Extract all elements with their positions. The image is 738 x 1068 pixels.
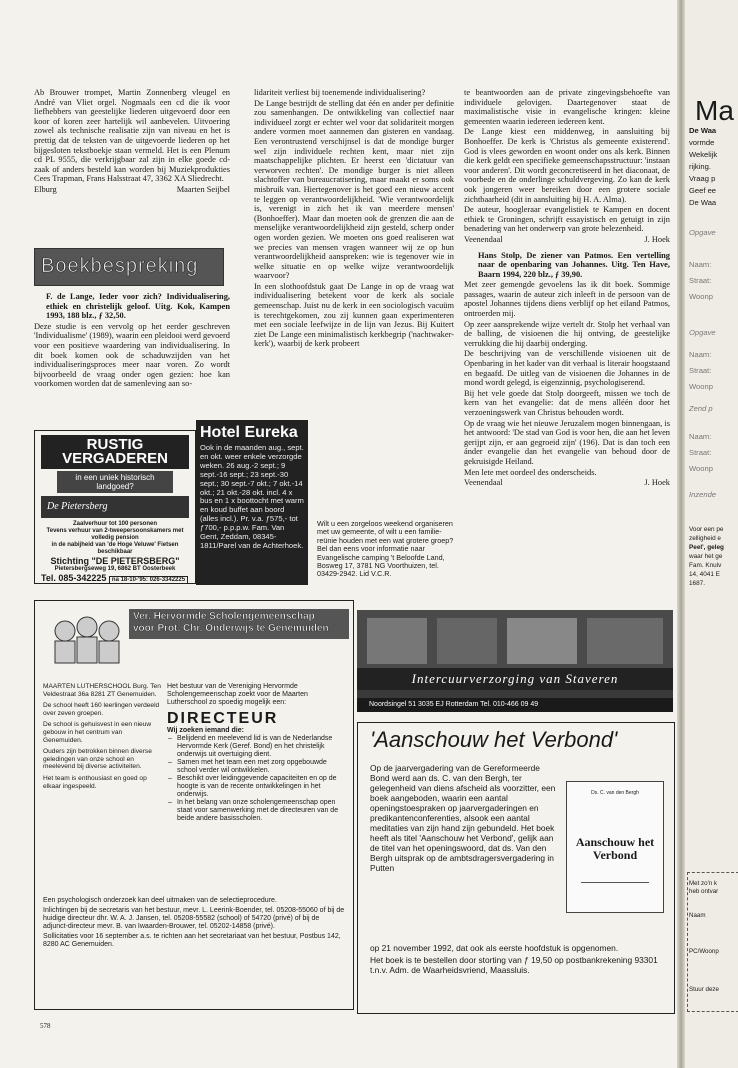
storefront-photo: [357, 610, 673, 670]
signature: Veenendaal J. Hoek: [464, 234, 670, 244]
ad-body: Ook in de maanden aug., sept. en okt. weer enkele verzorgde weken. 26 aug.-2 sept.; 9 sept.-16 sept.; 23 sept.-30 sept.; 30 sept.-7 okt.; 7 okt.-14 okt.; 21 okt.-28 okt. incl. 4 x bus en 1 x boottocht met warm en koud buffet aan boord (alles incl.). Pr. v.a. ƒ575,- tot ƒ700,- p.p.p.w. Fam. Van Gent, Zeddam, 08345-1811/Parel van de Achterhoek.: [200, 443, 304, 550]
paragraph: De Lange kiest een middenweg, in aansluiting bij Bonhoeffer. De kerk is 'Christus als gemeente existerend'. God is vlees geworden en woont onder ons als kerk. Binnen die kerk geldt een specifieke gemeenschapsstructuur: 'instaan voor anderen'. Dit wordt geconcretiseerd in het diaconaat, de voorbede en de onderlinge schuldvergeving. Zo kan de kerk ook jongeren weer bereiken door een grotere sociale zichtbaarheid (dit in aansluiting bij H. A. Alma).: [464, 127, 670, 204]
pietersberg-logo: De Pietersberg: [41, 496, 189, 518]
aanschouw-het-verbond-ad: [357, 722, 675, 1014]
signature: Elburg Maarten Seijbel: [34, 184, 230, 194]
ad-body: Wilt u een zorgeloos weekend organiseren met uw gemeente, of wilt u een familie-reünie houden met een wat grotere groep? Bel dan eens voor informatie naar Evangelische camping 't Beloofde Land, Bosweg 17, 3781 NG Voorthuizen, tel. 03429-2942. Lid V.C.R.: [317, 519, 454, 579]
paragraph: Deze studie is een vervolg op het eerder geschreven 'Individualisme' (1989), waarin een pleidooi werd gevoerd voor een positieve waardering van individualisering. In dit boek komen ook de schaduwzijden van het individualiseringsproces meer naar voren. Zo wordt bijvoorbeeld de vraag onder ogen gezien: hoe kan voorkomen worden dat de samenleving aan so-: [34, 321, 230, 389]
paragraph: te beantwoorden aan de private zingevingsbehoefte van individuele gelovigen. Daartegenover staat de maximalistische visie in evangelische kringen: kleine gemeenten waarin iedereen iedereen kent.: [464, 88, 670, 126]
paragraph: De beschrijving van de verschillende visioenen uit de Openbaring in het kader van dit verhaal is literair hoogstaand en begaafd. De uitleg van de visioenen die Johannes in de mond wordt gelegd, is eigenzinnig, psychologiserend.: [464, 349, 670, 388]
hotel-eureka-ad: [196, 420, 308, 585]
ad-headline: RUSTIG VERGADEREN: [41, 435, 189, 469]
paragraph: Op de vraag wie het nieuwe Jeruzalem mogen binnengaan, is het antwoord: 'De stad van God is voor hen, die aan het leven gerijpt zijn, er aan gegroeid zijn' (196). Dat is dan toch een ánder evangelie dan het evangelie van behoud door de gekruisigde Heiland.: [464, 418, 670, 466]
list-item: – Samen met het team een met zorg opgebouwde school verder wil ontwikkelen.: [177, 759, 347, 775]
ad-body: Op de jaarvergadering van de Gereformeerde Bond werd aan ds. C. van den Bergh, ter gelegenheid van diens afscheid als voorzitter, een boek aangeboden, waarin een aantal openingstoespraken op jaarvergaderingen en predikantenconferenties, alsook een aantal meditaties van zijn hand zijn gebundeld. Het boek heeft als titel 'Aanschouw het Verbond', gelijk aan de titel van het openingswoord, dat ds. Van den Bergh uitsprak op de ambtsdragersvergadering in Putten: [370, 763, 556, 873]
section-banner: [34, 248, 224, 286]
signature: Veenendaal J. Hoek: [464, 478, 670, 488]
book-cover: Ds. C. van den Bergh Aanschouw het Verbond: [566, 781, 664, 913]
school-vacancy-ad: [34, 600, 354, 1010]
book-gutter: [677, 0, 685, 1068]
rustig-vergaderen-ad: RUSTIG VERGADEREN in een uniek historisch landgoed? De Pietersberg Zaalverhuur tot 100 personen Tevens verhuur van 2-tweepersoonskamers met volledig pension in de nabijheid van 'de Hoge Veluwe' Fietsen beschikbaar Stichting "DE PIETERSBERG" Pietersbergseweg 19, 6862 BT Oosterbeek Tel. 085-342225 na 18-10-'95: 026-3342225: [34, 430, 196, 584]
ad-body-continued: op 21 november 1992, dat ook als eerste hoofdstuk is opgenomen. Het boek is te bestellen door storting van ƒ 19,50 op postbankrekening 93301 t.n.v. Adm. de Waarheidsvriend, Maassluis.: [370, 943, 658, 975]
storefront-photo-ad: [357, 610, 673, 712]
ad-banner: Intercuurverzorging van Staveren: [357, 668, 673, 690]
ad-subline: in een uniek historisch landgoed?: [57, 471, 173, 493]
paragraph: Bij het vele goede dat Stolp doorgeeft, missen we toch de kern van het evangelie: dat de mens alléén door het verzoeningswerk van Christus behouden wordt.: [464, 388, 670, 417]
paragraph: Op zeer aansprekende wijze vertelt dr. Stolp het verhaal van de balling, de visioenen die hij ontving, de geestelijke verrukking die hij daarbij onderging.: [464, 319, 670, 348]
list-item: – In het belang van onze scholengemeenschap open staat voor samenwerking met de directeuren van de beide andere basisscholen.: [177, 799, 347, 823]
section-title: Boekbespreking: [41, 255, 199, 277]
paragraph: De auteur, hoogleraar evangelistiek te Kampen en docent ethiek te Groningen, schrijft essayistisch en getuigt in zijn benadering van het onderwerp van grote belezenheid.: [464, 205, 670, 234]
list-item: – Beschikt over leidinggevende capaciteiten en op de hoogte is van de recente ontwikkelingen in het onderwijs.: [177, 775, 347, 799]
ad-title: 'Aanschouw het Verbond': [370, 727, 618, 752]
right-page-edge: Ma De Waa vormde Wekelijk rijking. Vraag p Geef ee De Waa Opgave Naam: Straat: Woonp Opgave Naam: Straat: Woonp Zend p Naam: Straat: Woonp Inzende Voor een pe zelligheid e Peel', geleg waar het ge Fam. Knulv 14, 4041 E 1687. Met zo'n k heb ontvar Naam PC/Woonp Stuur deze: [685, 0, 738, 1068]
vacancy-title: DIRECTEUR: [167, 710, 279, 727]
paragraph: Met zeer gemengde gevoelens las ik dit boek. Sommige passages, waarin de auteur zich inleeft in de persoon van de apostel Johannes tijdens diens verblijf op het eiland Patmos, ontroerden mij.: [464, 280, 670, 319]
vacancy-text: Het bestuur van de Vereniging Hervormde Scholengemeenschap zoekt voor de Maarten Lutherschool zo spoedig mogelijk een: DIRECTEUR Wij zoeken iemand die: – Belijdend en meelevend lid is van de Nederlandse Hervormde Kerk (Geref. Bond) en het christelijk onderwijs uit overtuiging dient. – Samen met het team een met zorg opgebouwde school verder wil ontwikkelen. – Beschikt over leidinggevende capaciteiten en op de hoogte is van de recente ontwikkelingen in het onderwijs. – In het belang van onze scholengemeenschap open staat voor samenwerking met de directeuren van de beide andere basisscholen.: [167, 683, 347, 823]
camping-ad: [317, 520, 457, 588]
column-1-review: [34, 292, 230, 412]
paragraph: Men lete met oordeel des onderscheids.: [464, 467, 597, 477]
book-cover-title: Aanschouw het Verbond: [575, 835, 655, 862]
paragraph: De Lange bestrijdt de stelling dat één en ander per definitie zou samenhangen. De ontwikkeling van collectief naar individueel zorgt er echter wel voor dat solidariteit morgen andere vormen moet aannemen dan gisteren en vandaag. Een verontrustend verschijnsel is dat de mondige burger wel zijn individuele rechten kent, maar niet zijn maatschappelijke plichten. Er heerst een 'dictatuur van verworven rechten'. De mondige burger is niet alleen slachtoffer van bureaucratisering, maar maakt er soms ook misbruik van. Hiertegenover is het goed een nieuw accent te leggen op verantwoordelijkheid. 'Wie verantwoordelijk is, verenigt in zich het ik van meerdere mensen' (Bonhoeffer). Maar dan moeten ook de grenzen die aan de menselijke verantwoordelijkheid zijn gesteld, scherp onder ogen worden gezien. We moeten ons goed realiseren wat we precies van mensen vragen wanneer wij ze op hun verantwoordelijkheid aanspreken: wie is tegenover wie in welke situatie en op welke wijze verantwoordelijk waarvoor?: [254, 98, 454, 281]
application-info: Een psychologisch onderzoek kan deel uitmaken van de selectieprocedure. Inlichtingen bij de secretaris van het bestuur, mevr. L. Leerink-Boender, tel. 05208-55060 of bij de huidige directeur dhr. W. A. J. Jansen, tel. 05208-55582 (school) of 54720 (privé) of bij de adjunct-directeur mevr. B. van Iwaarden-Brouwer, tel. 05202-14858 (privé). Sollicitaties voor 16 september a.s. te richten aan het secretariaat van het bestuur, Postbus 142, 8280 AC Genemuiden.: [43, 897, 345, 948]
paragraph: Ab Brouwer trompet, Martin Zonnenberg vleugel en André van Vliet orgel. Nogmaals een cd die ik voor liefhebbers van geestelijke liederen uitgevoerd door een koor of koren zeer hartelijk wil aanbevelen. Uitvoering zowel als technische realisatie zijn van niveau en het is prettig dat de teksten van de uitgevoerde liederen op het bijgesloten tekstboekje staan vermeld. Het is een Plenum cd PL 9555, die verkrijgbaar zal zijn in elke goede cd-zaak of anders besteld kan worden bij Muziekprodukties Cees Trapman, Frans Halsstraat 47, 3362 XA Sliedrecht.: [34, 88, 230, 184]
book-title: Hans Stolp, De ziener van Patmos. Een vertelling naar de openbaring van Johannes. Uitg. Ten Have, Baarn 1994, 220 blz., ƒ 39,90.: [478, 250, 670, 279]
page-number: 578: [40, 1022, 51, 1030]
paragraph: lidariteit verliest bij toenemende individualisering?: [254, 88, 426, 97]
column-2: [254, 88, 454, 414]
school-header: Ver. Hervormde Scholengemeenschap voor Prot. Chr. Onderwijs te Genemuiden: [35, 601, 353, 671]
book-title: F. de Lange, Ieder voor zich? Individualisering, ethiek en christelijk geloof. Uitg. Kok, Kampen 1993, 188 blz., ƒ 32,50.: [46, 292, 230, 321]
paragraph: In een slothoofdstuk gaat De Lange in op de vraag wat individualisering betekent voor de kerk als sociale gemeenschap. Juist nu de kerk in een sociologisch vacuüm is terechtgekomen, zou zij kunnen gaan experimenteren met een sociale leefwijze in de lijn van Jezus. Bij Kuitert ziet De Lange een minimalistisch kerkbegrip ('nachtwaker-kerk'), waarbij de kerk probeert: [254, 281, 454, 349]
ad-title: Hotel Eureka: [200, 424, 298, 441]
ad-address: Noordsingel 51 3035 EJ Rotterdam Tel. 010-466 09 49: [357, 698, 673, 712]
right-page-heading: Ma: [695, 95, 734, 126]
phone-number: Tel. 085-342225: [41, 573, 107, 583]
column-1: [34, 88, 230, 244]
column-3: [464, 88, 670, 600]
list-item: – Belijdend en meelevend lid is van de Nederlandse Hervormde Kerk (Geref. Bond) en het christelijk onderwijs uit overtuiging dient.: [177, 735, 347, 759]
school-facts: MAARTEN LUTHERSCHOOL Burg. Ten Veldestraat 36a 8281 ZT Genemuiden. De school heeft 160 leerlingen verdeeld over zeven groepen. De school is gehuisvest in een nieuw gebouw in het centrum van Genemuiden. Ouders zijn betrokken binnen diverse geledingen van onze school en meelevend bij diverse activiteiten. Het team is enthousiast en goed op elkaar ingespeeld.: [43, 683, 161, 790]
